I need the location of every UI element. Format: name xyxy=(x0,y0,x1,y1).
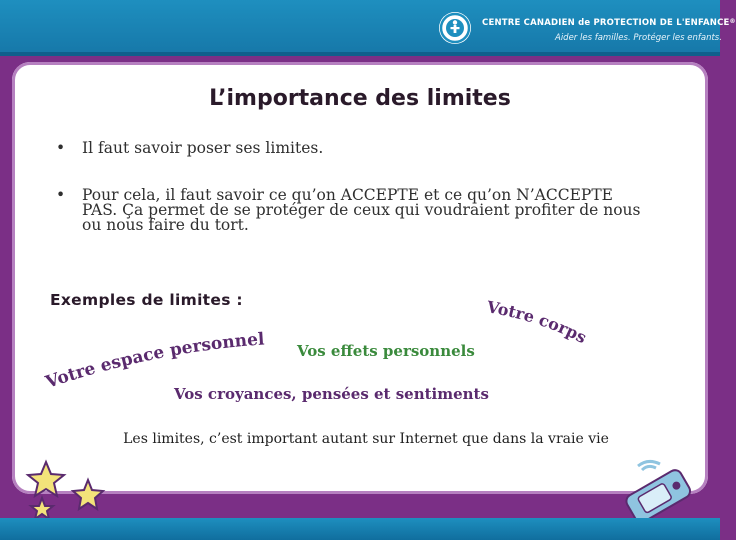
registered-mark: ® xyxy=(729,18,736,25)
example-body xyxy=(484,297,589,347)
example-personal-space xyxy=(42,329,265,393)
conclusion-text: Les limites, c’est important autant sur Internet que dans la vraie vie xyxy=(123,431,609,447)
example-body-text: Votre corps xyxy=(485,297,590,348)
cellphone-icon xyxy=(612,460,702,520)
examples-label: Exemples de limites : xyxy=(50,291,243,309)
example-personal-space-text: Votre espace personnel xyxy=(43,329,266,393)
bullet-marker: • xyxy=(56,139,66,157)
example-beliefs: Vos croyances, pensées et sentiments xyxy=(174,385,489,403)
bullet-text: Pour cela, il faut savoir ce qu’on ACCEPTE et ce qu’on N’ACCEPTE PAS. Ça permet de se protéger de ceux qui voudraient profiter de nous ou nous faire du tort. xyxy=(82,186,641,234)
organization-name-text: CENTRE CANADIEN de PROTECTION DE L'ENFANCE xyxy=(482,18,730,28)
stars-icon xyxy=(22,458,112,520)
slide-title: L’importance des limites xyxy=(209,86,511,111)
bullet-marker: • xyxy=(56,186,66,204)
footer-band xyxy=(0,518,720,540)
example-belongings: Vos effets personnels xyxy=(297,342,475,360)
bullet-text: Il faut savoir poser ses limites. xyxy=(82,139,324,157)
organization-tagline: Aider les familles. Protéger les enfants. xyxy=(555,33,722,43)
